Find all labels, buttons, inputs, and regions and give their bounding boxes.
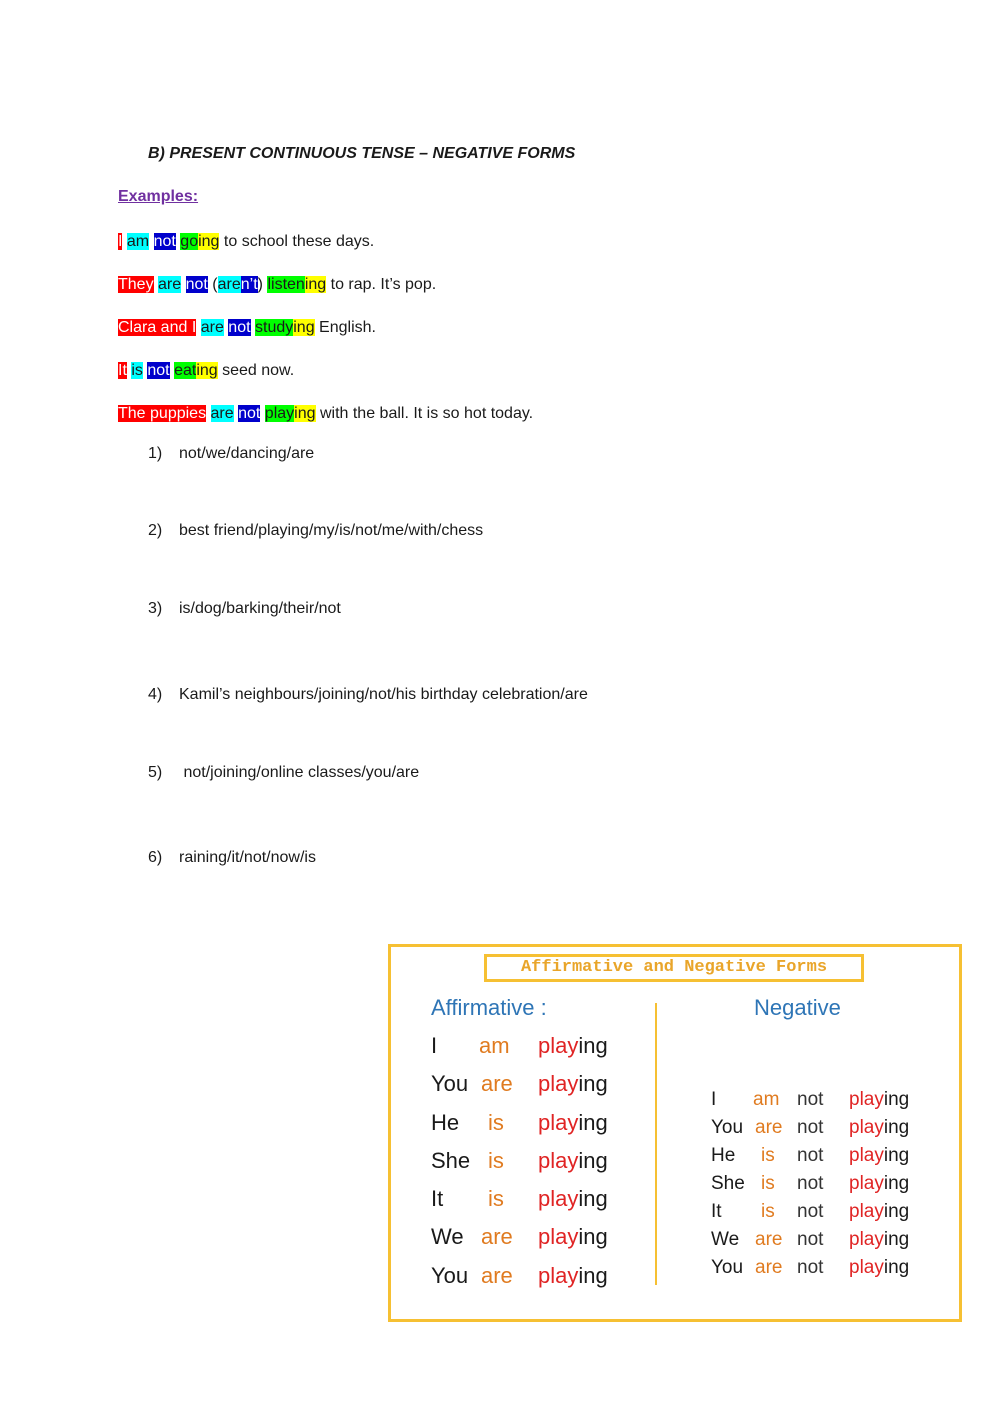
highlight-cyan: are [210, 405, 234, 422]
highlight-blue: n’t [240, 276, 258, 293]
column-divider [655, 1003, 657, 1285]
auxiliary-verb: are [755, 1257, 783, 1278]
gerund [538, 1186, 608, 1212]
auxiliary-verb: is [761, 1173, 775, 1194]
affirmative-row [431, 1263, 651, 1293]
ing-ending: ing [578, 1263, 608, 1288]
example-text: to school these days. [219, 233, 375, 250]
negation-word: not [797, 1145, 824, 1166]
affirmative-row [431, 1071, 651, 1101]
negation-word: not [797, 1201, 824, 1222]
negative-row [711, 1145, 941, 1171]
exercise-item [148, 686, 588, 704]
highlight-green: eat [174, 362, 197, 379]
example-sentence [118, 360, 294, 382]
auxiliary-verb: am [753, 1089, 780, 1110]
subject: She [431, 1148, 471, 1173]
exercise-prompt: raining/it/not/now/is [179, 849, 316, 866]
example-text [206, 405, 210, 422]
exercise-prompt: Kamil’s neighbours/joining/not/his birthday celebration/are [179, 686, 588, 703]
auxiliary-verb: are [481, 1263, 513, 1288]
highlight-red: They [118, 276, 154, 293]
verb-stem: play [849, 1173, 884, 1194]
gerund [538, 1148, 608, 1174]
highlight-cyan: are [158, 276, 182, 293]
exercise-item [148, 522, 483, 540]
exercise-item [148, 764, 419, 782]
example-sentence [118, 403, 533, 425]
subject: I [711, 1089, 717, 1110]
highlight-blue: not [153, 233, 176, 250]
highlight-red: Clara and I [118, 319, 197, 336]
example-sentence [118, 274, 436, 296]
highlight-cyan: are [200, 319, 224, 336]
negation-word: not [797, 1089, 824, 1110]
negation-word: not [797, 1117, 824, 1138]
exercise-number: 6) [148, 849, 163, 866]
affirmative-row [431, 1033, 651, 1063]
gerund [538, 1110, 608, 1136]
highlight-cyan: is [131, 362, 143, 379]
ing-ending: ing [578, 1071, 608, 1096]
highlight-cyan: are [217, 276, 241, 293]
gerund [538, 1224, 608, 1250]
ing-ending: ing [883, 1201, 910, 1222]
example-text [149, 233, 153, 250]
negative-row [711, 1229, 941, 1255]
verb-stem: play [849, 1089, 884, 1110]
negation-word: not [797, 1229, 824, 1250]
highlight-blue: not [228, 319, 251, 336]
highlight-green: go [180, 233, 199, 250]
highlight-green: listen [267, 276, 305, 293]
gerund [538, 1071, 608, 1097]
subject: We [711, 1229, 740, 1250]
auxiliary-verb: is [488, 1186, 504, 1211]
gerund [849, 1117, 909, 1139]
exercise-number: 4) [148, 686, 163, 703]
subject: You [431, 1071, 469, 1096]
gerund [538, 1033, 608, 1059]
ing-ending: ing [883, 1257, 910, 1278]
highlight-green: study [255, 319, 294, 336]
subject: We [431, 1224, 464, 1249]
gerund [849, 1173, 909, 1195]
ing-ending: ing [883, 1229, 910, 1250]
auxiliary-verb: is [488, 1148, 504, 1173]
subject: I [431, 1033, 438, 1058]
ing-ending: ing [883, 1145, 910, 1166]
negative-row [711, 1117, 941, 1143]
gerund [849, 1229, 909, 1251]
example-text: with the ball. It is so hot today. [315, 405, 534, 422]
subject: You [431, 1263, 469, 1288]
ing-ending: ing [883, 1173, 910, 1194]
section-heading: B) PRESENT CONTINUOUS TENSE – NEGATIVE FORMS [148, 145, 576, 162]
verb-stem: play [538, 1148, 579, 1173]
ing-ending: ing [578, 1224, 608, 1249]
auxiliary-verb: are [755, 1229, 783, 1250]
verb-stem: play [538, 1110, 579, 1135]
verb-stem: play [538, 1263, 579, 1288]
verb-stem: play [538, 1071, 579, 1096]
example-text: ) [257, 276, 268, 293]
verb-stem: play [538, 1186, 579, 1211]
subject: You [711, 1257, 744, 1278]
exercise-item [148, 445, 314, 463]
highlight-cyan: am [126, 233, 150, 250]
negation-word: not [797, 1257, 824, 1278]
subject: It [431, 1186, 444, 1211]
verb-stem: play [849, 1117, 884, 1138]
auxiliary-verb: are [481, 1224, 513, 1249]
gerund [849, 1201, 909, 1223]
exercise-prompt: not/joining/online classes/you/are [179, 764, 420, 781]
verb-stem: play [849, 1229, 884, 1250]
ing-ending: ing [883, 1089, 910, 1110]
highlight-red: I [118, 233, 123, 250]
negative-row [711, 1201, 941, 1227]
example-text: to rap. It’s pop. [326, 276, 437, 293]
highlight-yellow: ing [293, 319, 315, 336]
negative-row [711, 1173, 941, 1199]
exercise-item [148, 600, 341, 618]
example-text: seed now. [217, 362, 295, 379]
example-text: English. [314, 319, 376, 336]
exercise-prompt: best friend/playing/my/is/not/me/with/chess [179, 522, 484, 539]
highlight-yellow: ing [294, 405, 316, 422]
verb-stem: play [538, 1224, 579, 1249]
subject: She [711, 1173, 745, 1194]
subject: He [711, 1145, 736, 1166]
negation-word: not [797, 1173, 824, 1194]
verb-stem: play [849, 1145, 884, 1166]
exercise-number: 2) [148, 522, 163, 539]
subject: You [711, 1117, 744, 1138]
affirmative-heading: Affirmative : [431, 995, 547, 1020]
auxiliary-verb: are [755, 1117, 783, 1138]
exercise-prompt: is/dog/barking/their/not [179, 600, 341, 617]
example-text: ( [207, 276, 218, 293]
highlight-yellow: ing [304, 276, 327, 293]
forms-box-title: Affirmative and Negative Forms [484, 954, 864, 982]
verb-stem: play [849, 1257, 884, 1278]
gerund [849, 1145, 909, 1167]
exercise-number: 3) [148, 600, 163, 617]
verb-stem: play [538, 1033, 579, 1058]
exercise-item [148, 849, 316, 867]
affirmative-row [431, 1224, 651, 1254]
auxiliary-verb: am [479, 1033, 510, 1058]
forms-box [388, 944, 962, 1322]
highlight-green: play [264, 405, 295, 422]
negative-heading: Negative [754, 995, 841, 1020]
verb-stem: play [849, 1201, 884, 1222]
gerund [849, 1257, 909, 1279]
exercise-number: 1) [148, 445, 163, 462]
affirmative-row [431, 1110, 651, 1140]
negative-row [711, 1257, 941, 1283]
auxiliary-verb: is [488, 1110, 504, 1135]
ing-ending: ing [578, 1033, 608, 1058]
example-sentence [118, 231, 374, 253]
exercise-prompt: not/we/dancing/are [179, 445, 315, 462]
gerund [849, 1089, 909, 1111]
highlight-yellow: ing [198, 233, 220, 250]
gerund [538, 1263, 608, 1289]
auxiliary-verb: is [761, 1201, 775, 1222]
auxiliary-verb: is [761, 1145, 775, 1166]
ing-ending: ing [883, 1117, 910, 1138]
highlight-blue: not [147, 362, 170, 379]
example-text [181, 276, 185, 293]
negative-row [711, 1089, 941, 1115]
highlight-red: The puppies [118, 405, 207, 422]
auxiliary-verb: are [481, 1071, 513, 1096]
ing-ending: ing [578, 1186, 608, 1211]
affirmative-row [431, 1148, 651, 1178]
ing-ending: ing [578, 1110, 608, 1135]
highlight-blue: not [238, 405, 261, 422]
highlight-red: It [118, 362, 127, 379]
exercise-number: 5) [148, 764, 163, 781]
example-sentence [118, 317, 376, 339]
affirmative-row [431, 1186, 651, 1216]
subject: It [711, 1201, 722, 1222]
subject: He [431, 1110, 460, 1135]
examples-label: Examples: [118, 188, 199, 205]
highlight-yellow: ing [196, 362, 218, 379]
highlight-blue: not [185, 276, 208, 293]
ing-ending: ing [578, 1148, 608, 1173]
